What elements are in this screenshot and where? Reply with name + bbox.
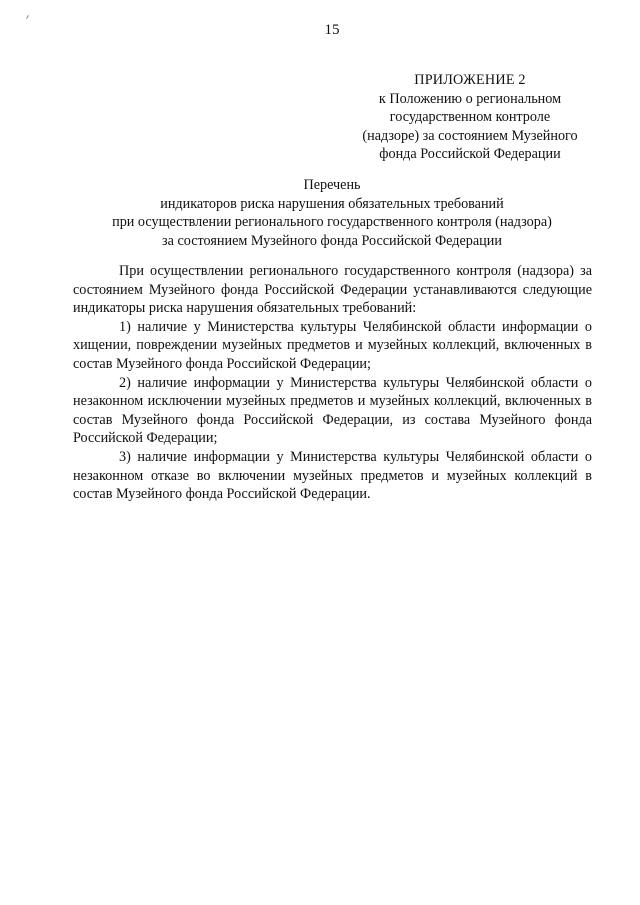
appendix-header — [350, 71, 590, 164]
appendix-line: (надзоре) за состоянием Музейного — [362, 127, 578, 144]
indicator-item-2: 2) наличие информации у Министерства культуры Челябинской области о незаконном исключении музейных предметов и музейных коллекций, включенных в состав Музейного фонда Российской Федерации, из состава Музейного фонда Российской Федерации; — [73, 374, 592, 447]
title-line: индикаторов риска нарушения обязательных требований — [160, 195, 504, 212]
page-number: 15 — [324, 22, 340, 38]
appendix-line: фонда Российской Федерации — [379, 146, 561, 162]
appendix-line: к Положению о региональном — [378, 90, 562, 107]
title-line: за состоянием Музейного фонда Российской Федерации — [162, 232, 502, 249]
scan-artifact — [26, 15, 29, 19]
appendix-line: государственном контроле — [389, 109, 551, 125]
appendix-heading: ПРИЛОЖЕНИЕ 2 — [414, 72, 526, 88]
document-title — [72, 176, 592, 250]
title-line: Перечень — [303, 177, 361, 193]
indicator-item-3: 3) наличие информации у Министерства культуры Челябинской области о незаконном отказе во включении музейных предметов и музейных коллекций в состав Музейного фонда Российской Федерации. — [73, 448, 592, 503]
intro-paragraph: При осуществлении регионального государственного контроля (надзора) за состоянием Музейного фонда Российской Федерации устанавливаются следующие индикаторы риска нарушения обязательных требований: — [73, 263, 592, 317]
indicator-item-1: 1) наличие у Министерства культуры Челябинской области информации о хищении, повреждении музейных предметов и музейных коллекций, включенных в состав Музейного фонда Российской Федерации; — [73, 318, 592, 372]
document-body — [73, 262, 592, 504]
title-line: при осуществлении регионального государственного контроля (надзора) — [112, 214, 552, 230]
